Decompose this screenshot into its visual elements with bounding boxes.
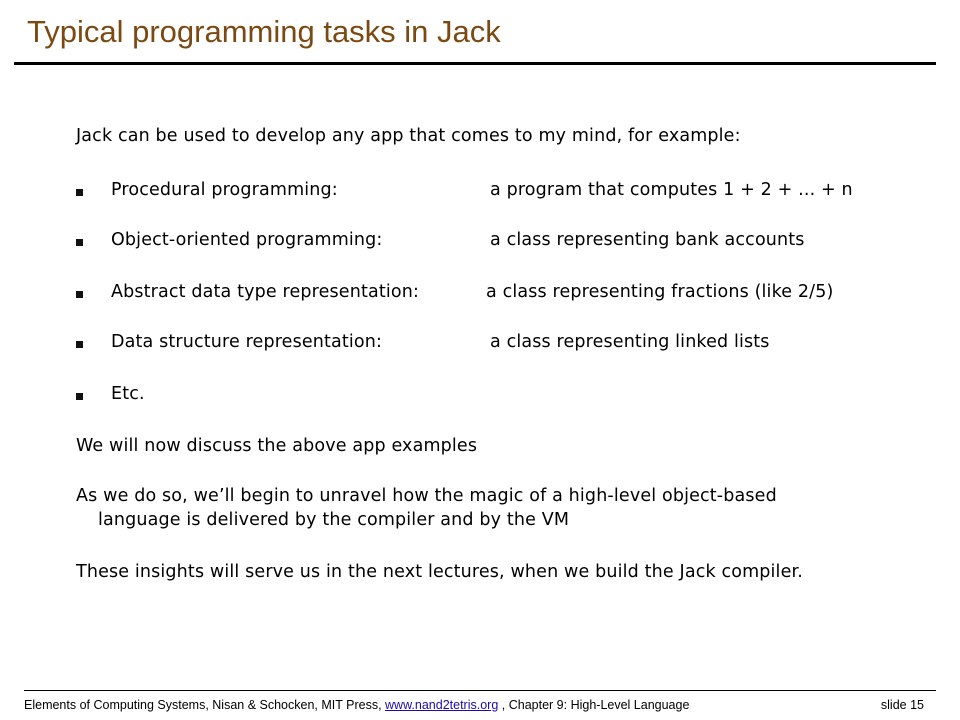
- footer-chapter: , Chapter 9: High-Level Language: [501, 698, 690, 712]
- paragraph-discuss: We will now discuss the above app examples: [76, 436, 478, 456]
- bullet-label: Abstract data type representation:: [111, 282, 420, 302]
- bullet-description: a class representing bank accounts: [490, 230, 805, 250]
- intro-text: Jack can be used to develop any app that comes to my mind, for example:: [76, 126, 741, 146]
- square-bullet-icon: [76, 239, 85, 248]
- footer: [24, 698, 924, 716]
- square-bullet-icon: [76, 291, 85, 300]
- bullet-description: a class representing linked lists: [490, 332, 770, 352]
- slide-title: Typical programming tasks in Jack: [27, 14, 501, 49]
- square-bullet-icon: [76, 341, 85, 350]
- paragraph-unravel-line2: language is delivered by the compiler and by the VM: [98, 510, 570, 530]
- footer-divider: [24, 690, 936, 691]
- paragraph-insights: These insights will serve us in the next lectures, when we build the Jack compiler.: [76, 562, 803, 582]
- bullet-label: Object-oriented programming:: [111, 230, 383, 250]
- bullet-label: Procedural programming:: [111, 180, 338, 200]
- square-bullet-icon: [76, 189, 85, 198]
- slide-number: slide 15: [880, 698, 924, 712]
- square-bullet-icon: [76, 393, 85, 402]
- bullet-description: a program that computes 1 + 2 + ... + n: [490, 180, 853, 200]
- bullet-label: Data structure representation:: [111, 332, 383, 352]
- footer-citation: Elements of Computing Systems, Nisan & Schocken, MIT Press,: [24, 698, 382, 712]
- paragraph-unravel-line1: As we do so, we’ll begin to unravel how the magic of a high-level object-based: [76, 486, 777, 506]
- bullet-label: Etc.: [111, 384, 145, 404]
- bullet-description: a class representing fractions (like 2/5): [486, 282, 834, 302]
- title-divider: [14, 62, 936, 65]
- footer-link[interactable]: www.nand2tetris.org: [385, 698, 499, 712]
